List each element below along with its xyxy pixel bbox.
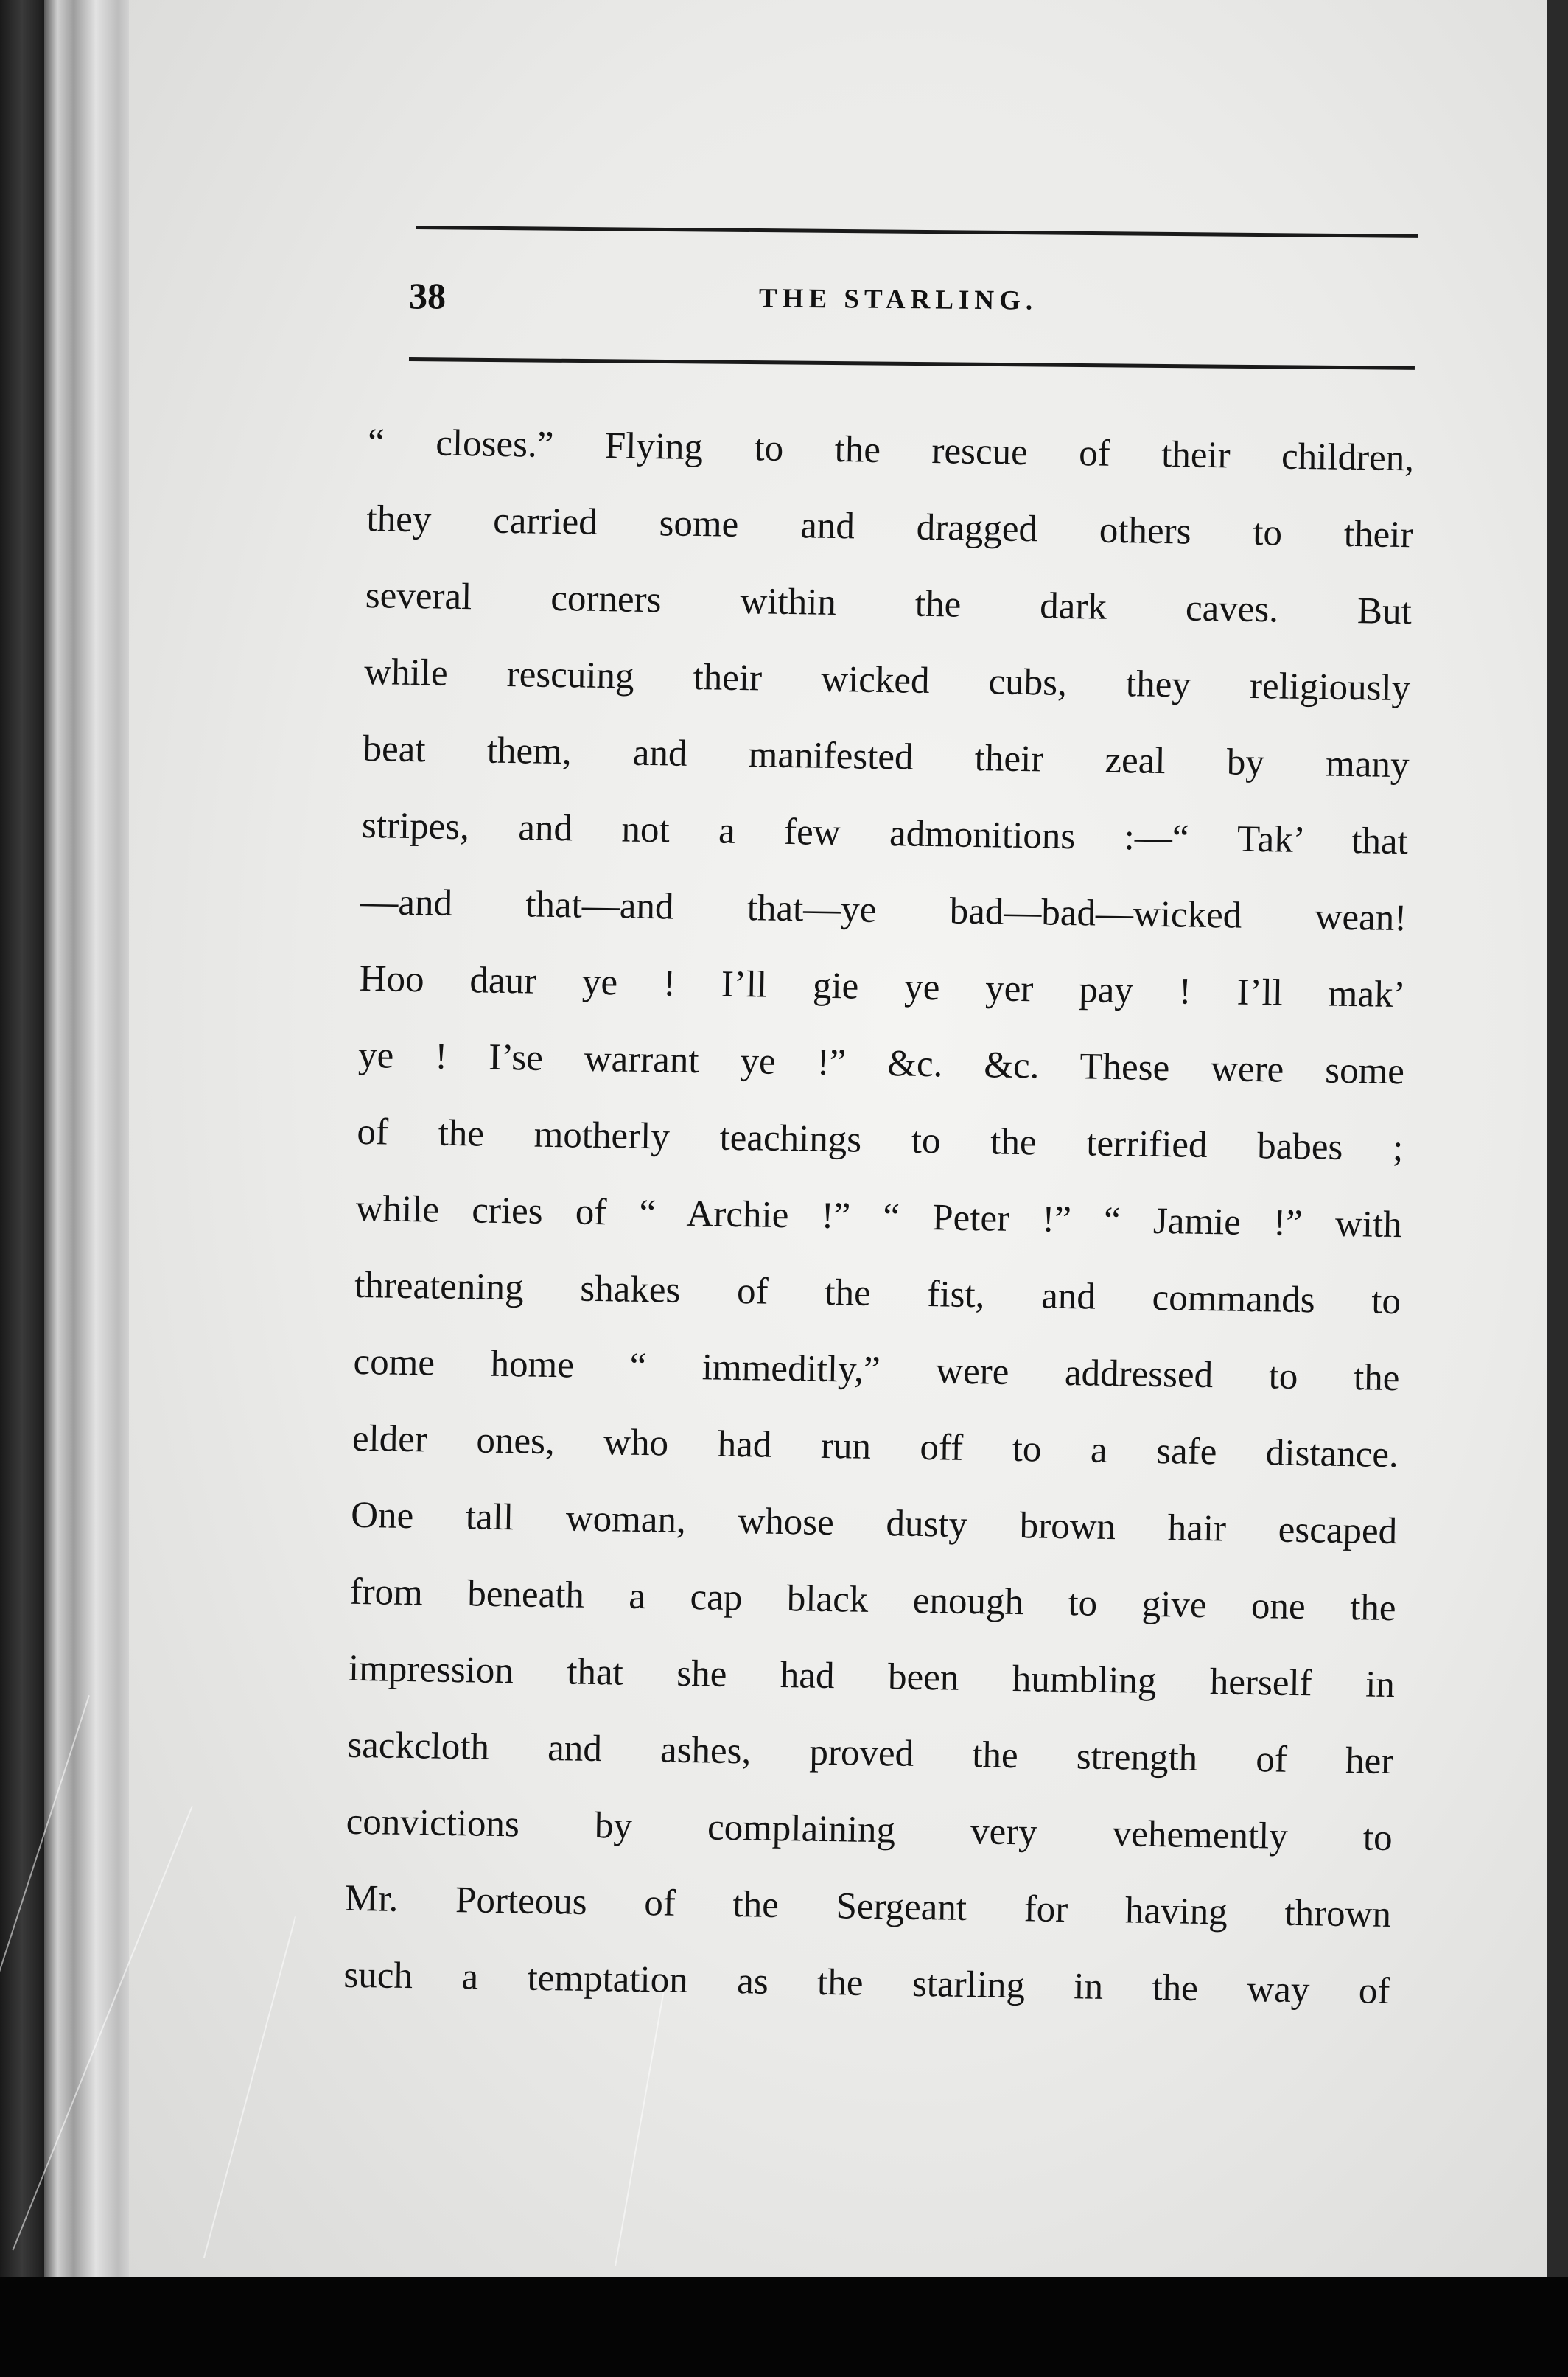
text-line: such a temptation as the starling in the way of [343, 1954, 1390, 2013]
scan-bottom-border [0, 2277, 1568, 2377]
text-line: —and that—and that—ye bad—bad—wicked wean! [360, 881, 1407, 940]
text-line: while rescuing their wicked cubs, they religiously [363, 651, 1411, 710]
text-line: threatening shakes of the fist, and commands to [354, 1264, 1401, 1323]
text-line: several corners within the dark caves. But [365, 574, 1413, 633]
text-line: elder ones, who had run off to a safe distance. [351, 1417, 1399, 1476]
text-line: from beneath a cap black enough to give one the [349, 1571, 1396, 1630]
text-line: “ closes.” Flying to the rescue of their children, [367, 421, 1415, 480]
text-line: Mr. Porteous of the Sergeant for having thrown [344, 1877, 1392, 1936]
text-line: they carried some and dragged others to their [366, 498, 1413, 556]
book-spine-edge [44, 0, 133, 2277]
text-line: sackcloth and ashes, proved the strength of her [346, 1724, 1394, 1783]
text-line: One tall woman, whose dusty brown hair escaped [350, 1494, 1398, 1553]
text-line: stripes, and not a few admonitions :—“ Tak’ that [361, 804, 1409, 863]
text-line: ye ! I’se warrant ye !” &c. &c. These were some [357, 1034, 1405, 1093]
page-number: 38 [409, 275, 446, 316]
running-head: THE STARLING. [758, 283, 1038, 316]
text-line: of the motherly teachings to the terrified babes ; [357, 1111, 1404, 1170]
text-line: come home “ immeditly,” were addressed to the [353, 1341, 1400, 1400]
text-line: impression that she had been humbling herself in [348, 1647, 1396, 1706]
text-line: beat them, and manifested their zeal by many [363, 727, 1410, 786]
text-line: Hoo daur ye ! I’ll gie ye yer pay ! I’ll mak’ [359, 957, 1407, 1016]
text-line: while cries of “ Archie !” “ Peter !” “ Jamie !” with [355, 1187, 1403, 1246]
body-text [343, 404, 1415, 2030]
text-line: convictions by complaining very vehemently to [346, 1801, 1393, 1860]
